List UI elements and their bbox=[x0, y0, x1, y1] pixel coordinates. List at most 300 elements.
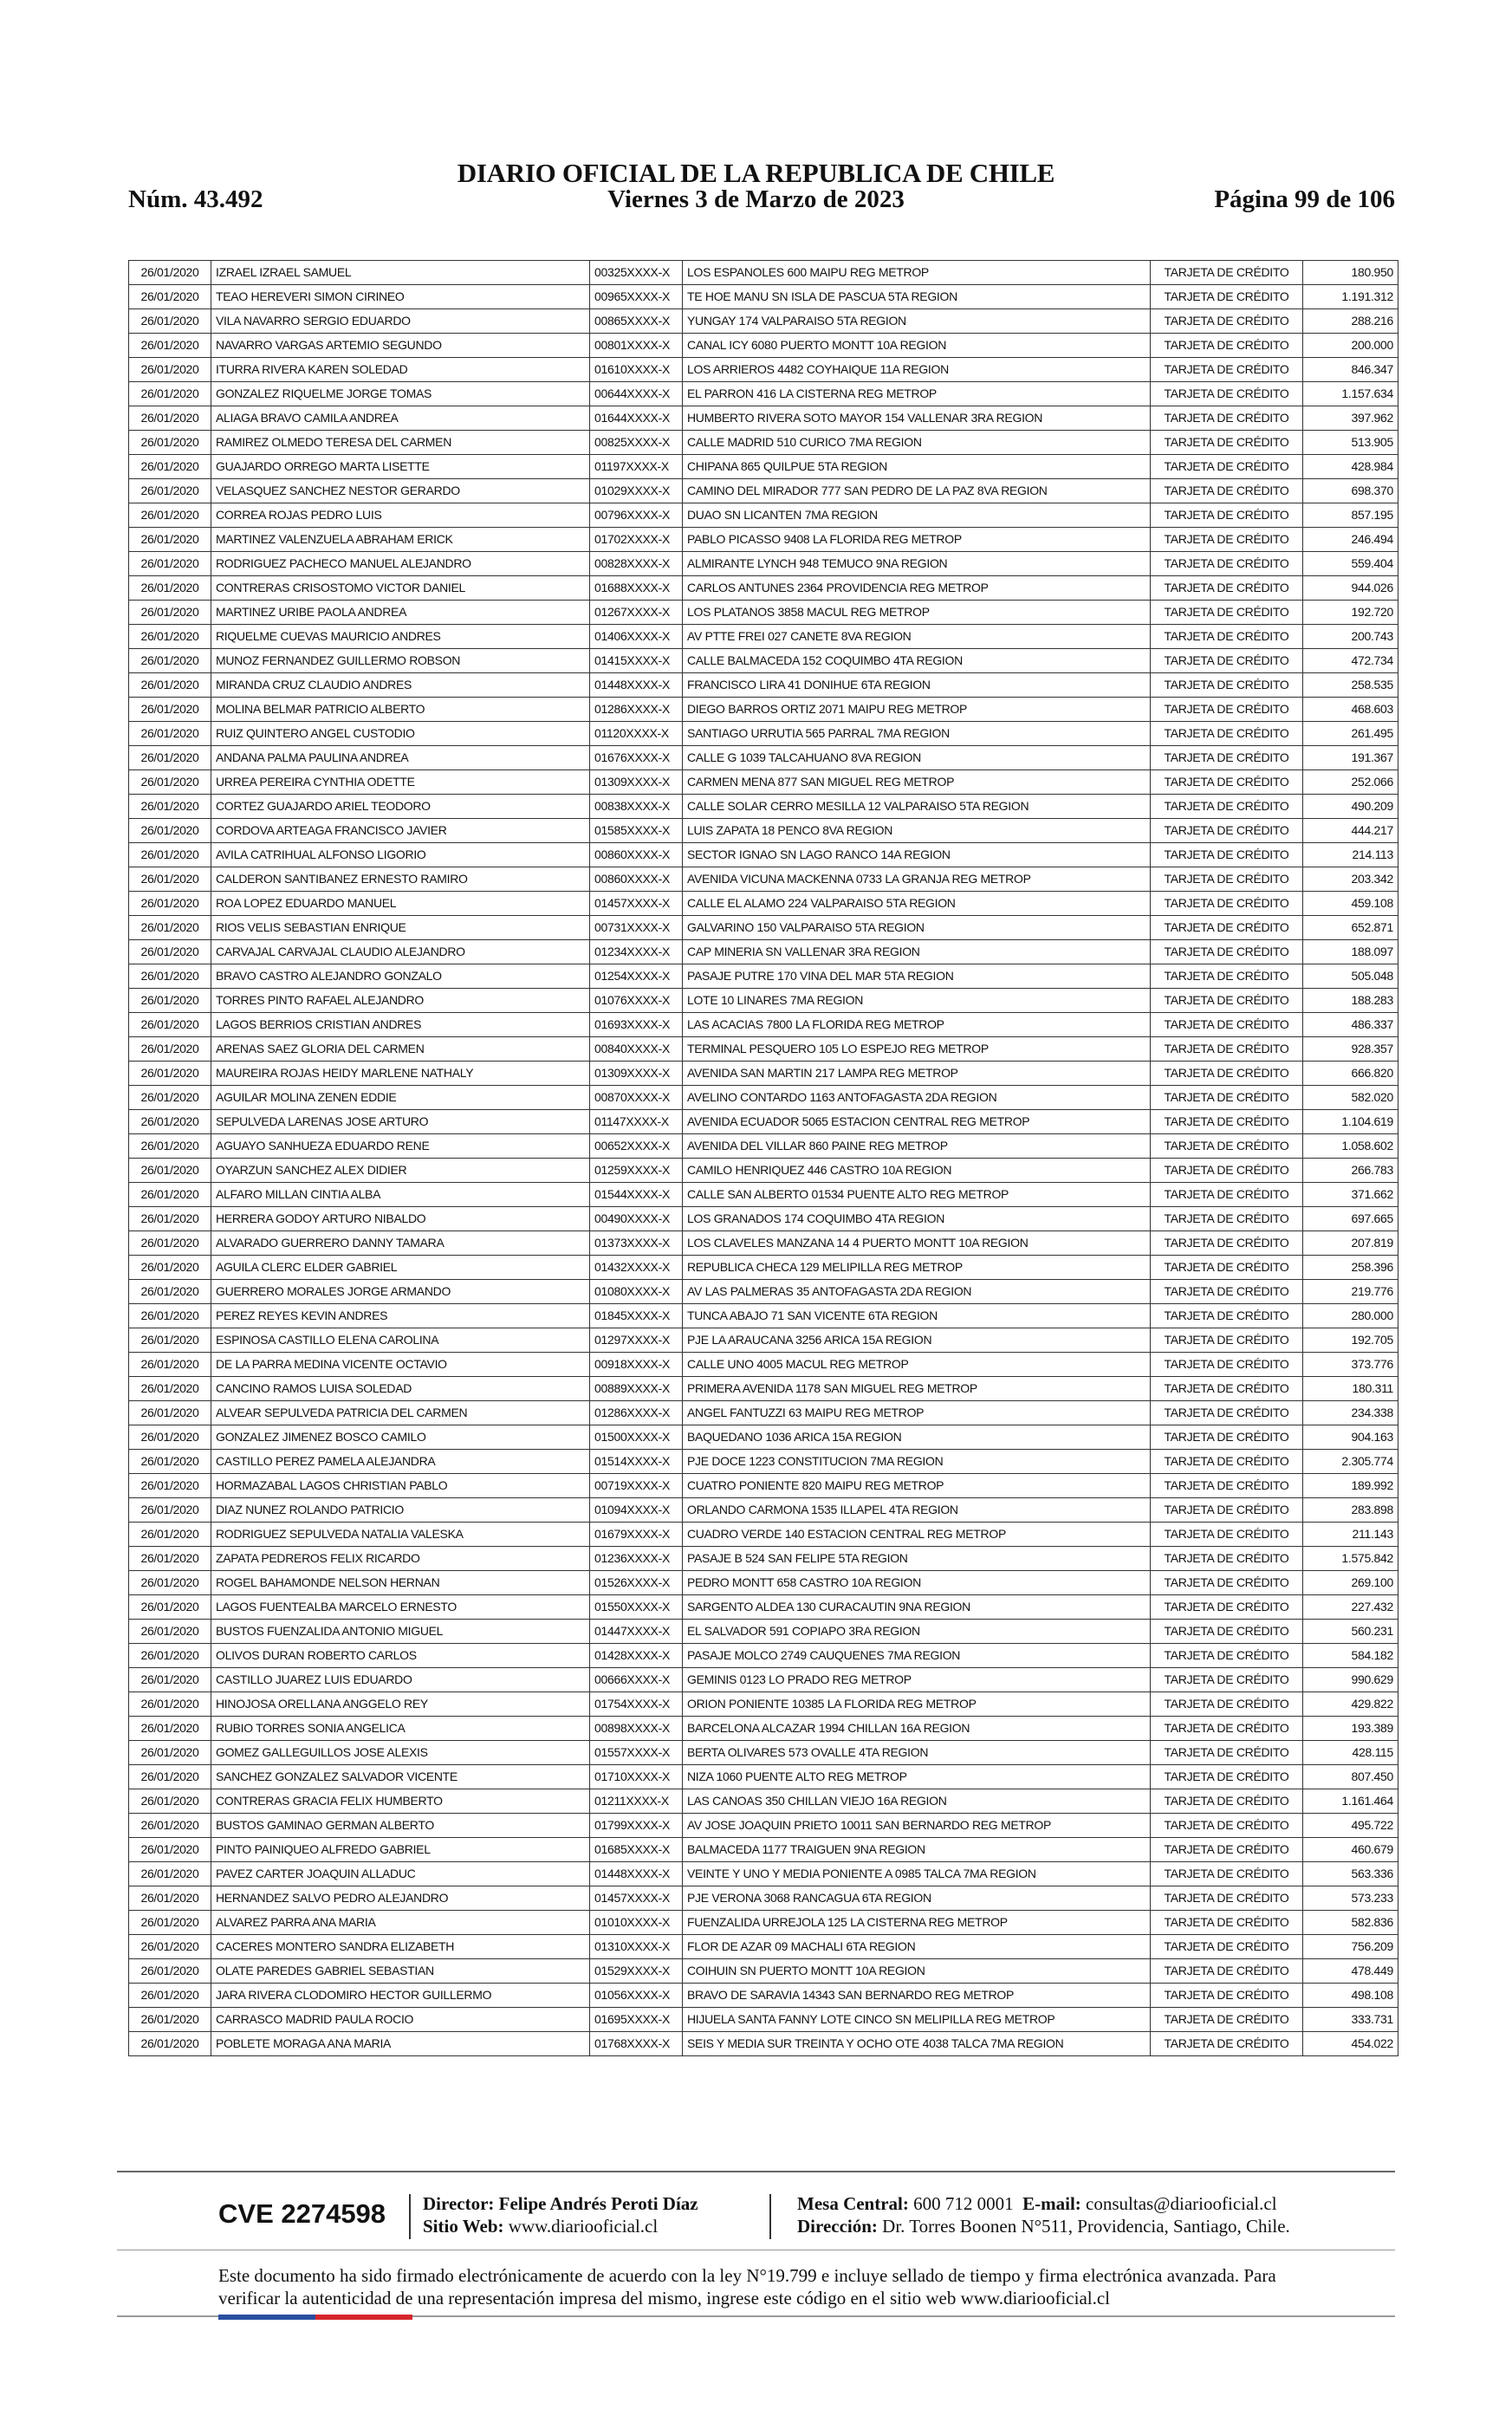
address-cell: GEMINIS 0123 LO PRADO REG METROP bbox=[683, 1668, 1151, 1692]
id-cell: 01286XXXX-X bbox=[590, 1401, 683, 1425]
payment-cell: TARJETA DE CRÉDITO bbox=[1151, 1037, 1303, 1062]
payment-cell: TARJETA DE CRÉDITO bbox=[1151, 455, 1303, 479]
amount-cell: 371.662 bbox=[1303, 1183, 1398, 1207]
table-row bbox=[129, 601, 1398, 625]
table-row bbox=[129, 1692, 1398, 1717]
payment-cell: TARJETA DE CRÉDITO bbox=[1151, 552, 1303, 576]
id-cell: 01799XXXX-X bbox=[590, 1814, 683, 1838]
table-row bbox=[129, 382, 1398, 406]
payment-cell: TARJETA DE CRÉDITO bbox=[1151, 1595, 1303, 1620]
date-cell: 26/01/2020 bbox=[129, 940, 211, 964]
amount-cell: 1.191.312 bbox=[1303, 285, 1398, 309]
name-cell: BUSTOS GAMINAO GERMAN ALBERTO bbox=[211, 1814, 590, 1838]
address-cell: SANTIAGO URRUTIA 565 PARRAL 7MA REGION bbox=[683, 722, 1151, 746]
name-cell: HERNANDEZ SALVO PEDRO ALEJANDRO bbox=[211, 1886, 590, 1911]
amount-cell: 1.104.619 bbox=[1303, 1110, 1398, 1134]
address-value: Dr. Torres Boonen N°511, Providencia, Santiago, Chile. bbox=[882, 2216, 1290, 2237]
date-cell: 26/01/2020 bbox=[129, 382, 211, 406]
name-cell: RAMIREZ OLMEDO TERESA DEL CARMEN bbox=[211, 431, 590, 455]
name-cell: RUIZ QUINTERO ANGEL CUSTODIO bbox=[211, 722, 590, 746]
amount-cell: 928.357 bbox=[1303, 1037, 1398, 1062]
flag-stripe-red bbox=[315, 2315, 412, 2320]
address-cell: FRANCISCO LIRA 41 DONIHUE 6TA REGION bbox=[683, 673, 1151, 698]
date-cell: 26/01/2020 bbox=[129, 1814, 211, 1838]
date-cell: 26/01/2020 bbox=[129, 625, 211, 649]
id-cell: 01432XXXX-X bbox=[590, 1256, 683, 1280]
amount-cell: 513.905 bbox=[1303, 431, 1398, 455]
name-cell: PINTO PAINIQUEO ALFREDO GABRIEL bbox=[211, 1838, 590, 1862]
amount-cell: 1.161.464 bbox=[1303, 1789, 1398, 1814]
table-row bbox=[129, 2032, 1398, 2056]
id-cell: 00490XXXX-X bbox=[590, 1207, 683, 1231]
address-cell: LOS PLATANOS 3858 MACUL REG METROP bbox=[683, 601, 1151, 625]
name-cell: RUBIO TORRES SONIA ANGELICA bbox=[211, 1717, 590, 1741]
amount-cell: 283.898 bbox=[1303, 1498, 1398, 1523]
payment-cell: TARJETA DE CRÉDITO bbox=[1151, 1911, 1303, 1935]
issue-number: Núm. 43.492 bbox=[128, 185, 263, 213]
amount-cell: 584.182 bbox=[1303, 1644, 1398, 1668]
address-cell: TERMINAL PESQUERO 105 LO ESPEJO REG METROP bbox=[683, 1037, 1151, 1062]
name-cell: CORREA ROJAS PEDRO LUIS bbox=[211, 503, 590, 528]
date-cell: 26/01/2020 bbox=[129, 503, 211, 528]
address-cell: SEIS Y MEDIA SUR TREINTA Y OCHO OTE 4038 TALCA 7MA REGION bbox=[683, 2032, 1151, 2056]
amount-cell: 666.820 bbox=[1303, 1062, 1398, 1086]
id-cell: 01197XXXX-X bbox=[590, 455, 683, 479]
mesa-value: 600 712 0001 bbox=[913, 2193, 1014, 2214]
date-cell: 26/01/2020 bbox=[129, 1668, 211, 1692]
payment-cell: TARJETA DE CRÉDITO bbox=[1151, 819, 1303, 843]
id-cell: 01768XXXX-X bbox=[590, 2032, 683, 2056]
payment-cell: TARJETA DE CRÉDITO bbox=[1151, 261, 1303, 285]
date-cell: 26/01/2020 bbox=[129, 601, 211, 625]
payment-cell: TARJETA DE CRÉDITO bbox=[1151, 1886, 1303, 1911]
payment-cell: TARJETA DE CRÉDITO bbox=[1151, 1328, 1303, 1353]
amount-cell: 227.432 bbox=[1303, 1595, 1398, 1620]
website-line bbox=[423, 2215, 658, 2237]
payment-cell: TARJETA DE CRÉDITO bbox=[1151, 406, 1303, 431]
id-cell: 01120XXXX-X bbox=[590, 722, 683, 746]
table-row bbox=[129, 746, 1398, 770]
amount-cell: 258.535 bbox=[1303, 673, 1398, 698]
date-cell: 26/01/2020 bbox=[129, 673, 211, 698]
amount-cell: 807.450 bbox=[1303, 1765, 1398, 1789]
id-cell: 00860XXXX-X bbox=[590, 867, 683, 892]
name-cell: GUERRERO MORALES JORGE ARMANDO bbox=[211, 1280, 590, 1304]
name-cell: PAVEZ CARTER JOAQUIN ALLADUC bbox=[211, 1862, 590, 1886]
id-cell: 01529XXXX-X bbox=[590, 1959, 683, 1984]
id-cell: 01267XXXX-X bbox=[590, 601, 683, 625]
name-cell: NAVARRO VARGAS ARTEMIO SEGUNDO bbox=[211, 334, 590, 358]
id-cell: 01080XXXX-X bbox=[590, 1280, 683, 1304]
date-cell: 26/01/2020 bbox=[129, 1280, 211, 1304]
id-cell: 00719XXXX-X bbox=[590, 1474, 683, 1498]
date-cell: 26/01/2020 bbox=[129, 1110, 211, 1134]
payment-cell: TARJETA DE CRÉDITO bbox=[1151, 916, 1303, 940]
name-cell: ZAPATA PEDREROS FELIX RICARDO bbox=[211, 1547, 590, 1571]
name-cell: LAGOS FUENTEALBA MARCELO ERNESTO bbox=[211, 1595, 590, 1620]
date-cell: 26/01/2020 bbox=[129, 1183, 211, 1207]
amount-cell: 214.113 bbox=[1303, 843, 1398, 867]
payment-cell: TARJETA DE CRÉDITO bbox=[1151, 1256, 1303, 1280]
amount-cell: 200.743 bbox=[1303, 625, 1398, 649]
table-row bbox=[129, 940, 1398, 964]
table-row bbox=[129, 843, 1398, 867]
table-row bbox=[129, 1620, 1398, 1644]
name-cell: MIRANDA CRUZ CLAUDIO ANDRES bbox=[211, 673, 590, 698]
name-cell: ALIAGA BRAVO CAMILA ANDREA bbox=[211, 406, 590, 431]
payment-cell: TARJETA DE CRÉDITO bbox=[1151, 698, 1303, 722]
payment-cell: TARJETA DE CRÉDITO bbox=[1151, 795, 1303, 819]
name-cell: JARA RIVERA CLODOMIRO HECTOR GUILLERMO bbox=[211, 1984, 590, 2008]
address-cell: PJE VERONA 3068 RANCAGUA 6TA REGION bbox=[683, 1886, 1151, 1911]
table-row bbox=[129, 1595, 1398, 1620]
table-row bbox=[129, 1231, 1398, 1256]
id-cell: 00965XXXX-X bbox=[590, 285, 683, 309]
name-cell: AGUILAR MOLINA ZENEN EDDIE bbox=[211, 1086, 590, 1110]
address-cell: ORION PONIENTE 10385 LA FLORIDA REG METROP bbox=[683, 1692, 1151, 1717]
table-row bbox=[129, 1207, 1398, 1231]
name-cell: MAUREIRA ROJAS HEIDY MARLENE NATHALY bbox=[211, 1062, 590, 1086]
table-row bbox=[129, 1571, 1398, 1595]
date-cell: 26/01/2020 bbox=[129, 1789, 211, 1814]
payment-cell: TARJETA DE CRÉDITO bbox=[1151, 1062, 1303, 1086]
address-cell: FUENZALIDA URREJOLA 125 LA CISTERNA REG METROP bbox=[683, 1911, 1151, 1935]
table-row bbox=[129, 625, 1398, 649]
id-cell: 00652XXXX-X bbox=[590, 1134, 683, 1159]
issue-date: Viernes 3 de Marzo de 2023 bbox=[607, 185, 905, 213]
date-cell: 26/01/2020 bbox=[129, 1450, 211, 1474]
amount-cell: 495.722 bbox=[1303, 1814, 1398, 1838]
date-cell: 26/01/2020 bbox=[129, 1984, 211, 2008]
address-cell: BAQUEDANO 1036 ARICA 15A REGION bbox=[683, 1425, 1151, 1450]
id-cell: 01448XXXX-X bbox=[590, 673, 683, 698]
amount-cell: 258.396 bbox=[1303, 1256, 1398, 1280]
date-cell: 26/01/2020 bbox=[129, 1159, 211, 1183]
name-cell: LAGOS BERRIOS CRISTIAN ANDRES bbox=[211, 1013, 590, 1037]
address-cell: PASAJE PUTRE 170 VINA DEL MAR 5TA REGION bbox=[683, 964, 1151, 989]
address-cell: YUNGAY 174 VALPARAISO 5TA REGION bbox=[683, 309, 1151, 334]
id-cell: 01373XXXX-X bbox=[590, 1231, 683, 1256]
address-cell: LOTE 10 LINARES 7MA REGION bbox=[683, 989, 1151, 1013]
table-row bbox=[129, 1498, 1398, 1523]
address-cell: BRAVO DE SARAVIA 14343 SAN BERNARDO REG METROP bbox=[683, 1984, 1151, 2008]
name-cell: URREA PEREIRA CYNTHIA ODETTE bbox=[211, 770, 590, 795]
payment-cell: TARJETA DE CRÉDITO bbox=[1151, 528, 1303, 552]
id-cell: 01500XXXX-X bbox=[590, 1425, 683, 1450]
amount-cell: 193.389 bbox=[1303, 1717, 1398, 1741]
name-cell: OLATE PAREDES GABRIEL SEBASTIAN bbox=[211, 1959, 590, 1984]
date-cell: 26/01/2020 bbox=[129, 843, 211, 867]
id-cell: 00889XXXX-X bbox=[590, 1377, 683, 1401]
id-cell: 00825XXXX-X bbox=[590, 431, 683, 455]
id-cell: 01685XXXX-X bbox=[590, 1838, 683, 1862]
name-cell: ARENAS SAEZ GLORIA DEL CARMEN bbox=[211, 1037, 590, 1062]
name-cell: GUAJARDO ORREGO MARTA LISETTE bbox=[211, 455, 590, 479]
name-cell: ANDANA PALMA PAULINA ANDREA bbox=[211, 746, 590, 770]
table-row bbox=[129, 964, 1398, 989]
payment-cell: TARJETA DE CRÉDITO bbox=[1151, 576, 1303, 601]
address-cell: BALMACEDA 1177 TRAIGUEN 9NA REGION bbox=[683, 1838, 1151, 1862]
address-cell: LAS ACACIAS 7800 LA FLORIDA REG METROP bbox=[683, 1013, 1151, 1037]
name-cell: ALVEAR SEPULVEDA PATRICIA DEL CARMEN bbox=[211, 1401, 590, 1425]
amount-cell: 454.022 bbox=[1303, 2032, 1398, 2056]
address-cell: AV PTTE FREI 027 CANETE 8VA REGION bbox=[683, 625, 1151, 649]
id-cell: 01428XXXX-X bbox=[590, 1644, 683, 1668]
id-cell: 01457XXXX-X bbox=[590, 892, 683, 916]
date-cell: 26/01/2020 bbox=[129, 1062, 211, 1086]
amount-cell: 990.629 bbox=[1303, 1668, 1398, 1692]
amount-cell: 1.157.634 bbox=[1303, 382, 1398, 406]
address-cell: CALLE UNO 4005 MACUL REG METROP bbox=[683, 1353, 1151, 1377]
payment-cell: TARJETA DE CRÉDITO bbox=[1151, 1984, 1303, 2008]
date-cell: 26/01/2020 bbox=[129, 649, 211, 673]
amount-cell: 269.100 bbox=[1303, 1571, 1398, 1595]
date-cell: 26/01/2020 bbox=[129, 1911, 211, 1935]
page-number: Página 99 de 106 bbox=[1214, 185, 1395, 213]
id-cell: 01029XXXX-X bbox=[590, 479, 683, 503]
address-cell: CALLE G 1039 TALCAHUANO 8VA REGION bbox=[683, 746, 1151, 770]
payment-cell: TARJETA DE CRÉDITO bbox=[1151, 940, 1303, 964]
mesa-label: Mesa Central: bbox=[797, 2193, 909, 2214]
id-cell: 01688XXXX-X bbox=[590, 576, 683, 601]
name-cell: TEAO HEREVERI SIMON CIRINEO bbox=[211, 285, 590, 309]
table-row bbox=[129, 1013, 1398, 1037]
id-cell: 01415XXXX-X bbox=[590, 649, 683, 673]
amount-cell: 459.108 bbox=[1303, 892, 1398, 916]
id-cell: 00865XXXX-X bbox=[590, 309, 683, 334]
name-cell: SEPULVEDA LARENAS JOSE ARTURO bbox=[211, 1110, 590, 1134]
payment-cell: TARJETA DE CRÉDITO bbox=[1151, 309, 1303, 334]
amount-cell: 2.305.774 bbox=[1303, 1450, 1398, 1474]
cve-code: CVE 2274598 bbox=[218, 2198, 386, 2229]
date-cell: 26/01/2020 bbox=[129, 1134, 211, 1159]
amount-cell: 498.108 bbox=[1303, 1984, 1398, 2008]
id-cell: 01310XXXX-X bbox=[590, 1935, 683, 1959]
address-cell: CAMILO HENRIQUEZ 446 CASTRO 10A REGION bbox=[683, 1159, 1151, 1183]
date-cell: 26/01/2020 bbox=[129, 552, 211, 576]
id-cell: 01754XXXX-X bbox=[590, 1692, 683, 1717]
address-cell: AV LAS PALMERAS 35 ANTOFAGASTA 2DA REGION bbox=[683, 1280, 1151, 1304]
date-cell: 26/01/2020 bbox=[129, 358, 211, 382]
name-cell: CALDERON SANTIBANEZ ERNESTO RAMIRO bbox=[211, 867, 590, 892]
name-cell: CONTRERAS GRACIA FELIX HUMBERTO bbox=[211, 1789, 590, 1814]
payment-cell: TARJETA DE CRÉDITO bbox=[1151, 1547, 1303, 1571]
date-cell: 26/01/2020 bbox=[129, 916, 211, 940]
id-cell: 01610XXXX-X bbox=[590, 358, 683, 382]
table-row bbox=[129, 576, 1398, 601]
date-cell: 26/01/2020 bbox=[129, 770, 211, 795]
name-cell: SANCHEZ GONZALEZ SALVADOR VICENTE bbox=[211, 1765, 590, 1789]
name-cell: HORMAZABAL LAGOS CHRISTIAN PABLO bbox=[211, 1474, 590, 1498]
amount-cell: 189.992 bbox=[1303, 1474, 1398, 1498]
date-cell: 26/01/2020 bbox=[129, 989, 211, 1013]
id-cell: 01297XXXX-X bbox=[590, 1328, 683, 1353]
id-cell: 01448XXXX-X bbox=[590, 1862, 683, 1886]
payment-cell: TARJETA DE CRÉDITO bbox=[1151, 431, 1303, 455]
payment-cell: TARJETA DE CRÉDITO bbox=[1151, 601, 1303, 625]
date-cell: 26/01/2020 bbox=[129, 1037, 211, 1062]
id-cell: 01845XXXX-X bbox=[590, 1304, 683, 1328]
address-cell: DIEGO BARROS ORTIZ 2071 MAIPU REG METROP bbox=[683, 698, 1151, 722]
name-cell: HERRERA GODOY ARTURO NIBALDO bbox=[211, 1207, 590, 1231]
payment-cell: TARJETA DE CRÉDITO bbox=[1151, 1959, 1303, 1984]
date-cell: 26/01/2020 bbox=[129, 795, 211, 819]
payment-cell: TARJETA DE CRÉDITO bbox=[1151, 1401, 1303, 1425]
date-cell: 26/01/2020 bbox=[129, 431, 211, 455]
id-cell: 00731XXXX-X bbox=[590, 916, 683, 940]
date-cell: 26/01/2020 bbox=[129, 1207, 211, 1231]
payment-cell: TARJETA DE CRÉDITO bbox=[1151, 1450, 1303, 1474]
payment-cell: TARJETA DE CRÉDITO bbox=[1151, 1159, 1303, 1183]
payment-cell: TARJETA DE CRÉDITO bbox=[1151, 1207, 1303, 1231]
amount-cell: 234.338 bbox=[1303, 1401, 1398, 1425]
payment-cell: TARJETA DE CRÉDITO bbox=[1151, 382, 1303, 406]
table-row bbox=[129, 1644, 1398, 1668]
id-cell: 01259XXXX-X bbox=[590, 1159, 683, 1183]
id-cell: 01695XXXX-X bbox=[590, 2008, 683, 2032]
address-cell: NIZA 1060 PUENTE ALTO REG METROP bbox=[683, 1765, 1151, 1789]
address-cell: ALMIRANTE LYNCH 948 TEMUCO 9NA REGION bbox=[683, 552, 1151, 576]
email-link[interactable]: consultas@diariooficial.cl bbox=[1086, 2193, 1277, 2214]
payment-cell: TARJETA DE CRÉDITO bbox=[1151, 673, 1303, 698]
payment-cell: TARJETA DE CRÉDITO bbox=[1151, 1353, 1303, 1377]
table-row bbox=[129, 528, 1398, 552]
table-row bbox=[129, 1959, 1398, 1984]
payment-cell: TARJETA DE CRÉDITO bbox=[1151, 1717, 1303, 1741]
payment-cell: TARJETA DE CRÉDITO bbox=[1151, 625, 1303, 649]
payment-cell: TARJETA DE CRÉDITO bbox=[1151, 1304, 1303, 1328]
address-cell: FLOR DE AZAR 09 MACHALI 6TA REGION bbox=[683, 1935, 1151, 1959]
table-row bbox=[129, 1183, 1398, 1207]
amount-cell: 428.115 bbox=[1303, 1741, 1398, 1765]
payment-cell: TARJETA DE CRÉDITO bbox=[1151, 1765, 1303, 1789]
id-cell: 01526XXXX-X bbox=[590, 1571, 683, 1595]
address-cell: CUATRO PONIENTE 820 MAIPU REG METROP bbox=[683, 1474, 1151, 1498]
payment-cell: TARJETA DE CRÉDITO bbox=[1151, 2032, 1303, 2056]
id-cell: 00838XXXX-X bbox=[590, 795, 683, 819]
amount-cell: 188.283 bbox=[1303, 989, 1398, 1013]
table-row bbox=[129, 309, 1398, 334]
name-cell: BRAVO CASTRO ALEJANDRO GONZALO bbox=[211, 964, 590, 989]
date-cell: 26/01/2020 bbox=[129, 1571, 211, 1595]
name-cell: OLIVOS DURAN ROBERTO CARLOS bbox=[211, 1644, 590, 1668]
table-row bbox=[129, 1037, 1398, 1062]
id-cell: 01557XXXX-X bbox=[590, 1741, 683, 1765]
website-link[interactable]: www.diariooficial.cl bbox=[508, 2216, 659, 2237]
amount-cell: 486.337 bbox=[1303, 1013, 1398, 1037]
amount-cell: 207.819 bbox=[1303, 1231, 1398, 1256]
table-row bbox=[129, 1328, 1398, 1353]
name-cell: IZRAEL IZRAEL SAMUEL bbox=[211, 261, 590, 285]
address-line bbox=[797, 2215, 1290, 2237]
table-row bbox=[129, 1159, 1398, 1183]
table-row bbox=[129, 1474, 1398, 1498]
date-cell: 26/01/2020 bbox=[129, 455, 211, 479]
address-cell: LOS GRANADOS 174 COQUIMBO 4TA REGION bbox=[683, 1207, 1151, 1231]
date-cell: 26/01/2020 bbox=[129, 406, 211, 431]
amount-cell: 188.097 bbox=[1303, 940, 1398, 964]
address-cell: BARCELONA ALCAZAR 1994 CHILLAN 16A REGION bbox=[683, 1717, 1151, 1741]
payment-cell: TARJETA DE CRÉDITO bbox=[1151, 1935, 1303, 1959]
id-cell: 01585XXXX-X bbox=[590, 819, 683, 843]
amount-cell: 652.871 bbox=[1303, 916, 1398, 940]
amount-cell: 180.950 bbox=[1303, 261, 1398, 285]
id-cell: 01094XXXX-X bbox=[590, 1498, 683, 1523]
name-cell: ALVARADO GUERRERO DANNY TAMARA bbox=[211, 1231, 590, 1256]
table-row bbox=[129, 989, 1398, 1013]
address-cell: VEINTE Y UNO Y MEDIA PONIENTE A 0985 TALCA 7MA REGION bbox=[683, 1862, 1151, 1886]
payment-cell: TARJETA DE CRÉDITO bbox=[1151, 1862, 1303, 1886]
address-cell: LAS CANOAS 350 CHILLAN VIEJO 16A REGION bbox=[683, 1789, 1151, 1814]
amount-cell: 582.020 bbox=[1303, 1086, 1398, 1110]
amount-cell: 429.822 bbox=[1303, 1692, 1398, 1717]
date-cell: 26/01/2020 bbox=[129, 819, 211, 843]
payment-cell: TARJETA DE CRÉDITO bbox=[1151, 479, 1303, 503]
table-row bbox=[129, 358, 1398, 382]
table-row bbox=[129, 552, 1398, 576]
address-cell: CUADRO VERDE 140 ESTACION CENTRAL REG METROP bbox=[683, 1523, 1151, 1547]
name-cell: AVILA CATRIHUAL ALFONSO LIGORIO bbox=[211, 843, 590, 867]
table-row bbox=[129, 1256, 1398, 1280]
address-cell: AVENIDA SAN MARTIN 217 LAMPA REG METROP bbox=[683, 1062, 1151, 1086]
payment-cell: TARJETA DE CRÉDITO bbox=[1151, 1838, 1303, 1862]
table-row bbox=[129, 1425, 1398, 1450]
address-cell: CALLE MADRID 510 CURICO 7MA REGION bbox=[683, 431, 1151, 455]
address-cell: PEDRO MONTT 658 CASTRO 10A REGION bbox=[683, 1571, 1151, 1595]
name-cell: AGUAYO SANHUEZA EDUARDO RENE bbox=[211, 1134, 590, 1159]
contact-line bbox=[797, 2192, 1277, 2215]
date-cell: 26/01/2020 bbox=[129, 1886, 211, 1911]
id-cell: 01679XXXX-X bbox=[590, 1523, 683, 1547]
payment-cell: TARJETA DE CRÉDITO bbox=[1151, 1789, 1303, 1814]
name-cell: DE LA PARRA MEDINA VICENTE OCTAVIO bbox=[211, 1353, 590, 1377]
table-row bbox=[129, 1280, 1398, 1304]
date-cell: 26/01/2020 bbox=[129, 1741, 211, 1765]
table-row bbox=[129, 1353, 1398, 1377]
address-cell: COIHUIN SN PUERTO MONTT 10A REGION bbox=[683, 1959, 1151, 1984]
date-cell: 26/01/2020 bbox=[129, 722, 211, 746]
date-cell: 26/01/2020 bbox=[129, 334, 211, 358]
amount-cell: 460.679 bbox=[1303, 1838, 1398, 1862]
address-cell: HUMBERTO RIVERA SOTO MAYOR 154 VALLENAR 3RA REGION bbox=[683, 406, 1151, 431]
amount-cell: 191.367 bbox=[1303, 746, 1398, 770]
name-cell: ROGEL BAHAMONDE NELSON HERNAN bbox=[211, 1571, 590, 1595]
table-row bbox=[129, 1523, 1398, 1547]
payment-cell: TARJETA DE CRÉDITO bbox=[1151, 358, 1303, 382]
name-cell: MUNOZ FERNANDEZ GUILLERMO ROBSON bbox=[211, 649, 590, 673]
amount-cell: 219.776 bbox=[1303, 1280, 1398, 1304]
amount-cell: 478.449 bbox=[1303, 1959, 1398, 1984]
table-row bbox=[129, 819, 1398, 843]
id-cell: 00666XXXX-X bbox=[590, 1668, 683, 1692]
name-cell: GOMEZ GALLEGUILLOS JOSE ALEXIS bbox=[211, 1741, 590, 1765]
amount-cell: 559.404 bbox=[1303, 552, 1398, 576]
table-row bbox=[129, 1838, 1398, 1862]
id-cell: 01702XXXX-X bbox=[590, 528, 683, 552]
amount-cell: 490.209 bbox=[1303, 795, 1398, 819]
address-cell: CALLE SOLAR CERRO MESILLA 12 VALPARAISO 5TA REGION bbox=[683, 795, 1151, 819]
amount-cell: 1.058.602 bbox=[1303, 1134, 1398, 1159]
date-cell: 26/01/2020 bbox=[129, 1547, 211, 1571]
date-cell: 26/01/2020 bbox=[129, 479, 211, 503]
name-cell: PEREZ REYES KEVIN ANDRES bbox=[211, 1304, 590, 1328]
table-row bbox=[129, 261, 1398, 285]
table-row bbox=[129, 503, 1398, 528]
amount-cell: 505.048 bbox=[1303, 964, 1398, 989]
address-cell: PASAJE MOLCO 2749 CAUQUENES 7MA REGION bbox=[683, 1644, 1151, 1668]
amount-cell: 261.495 bbox=[1303, 722, 1398, 746]
records-table bbox=[128, 260, 1398, 2056]
